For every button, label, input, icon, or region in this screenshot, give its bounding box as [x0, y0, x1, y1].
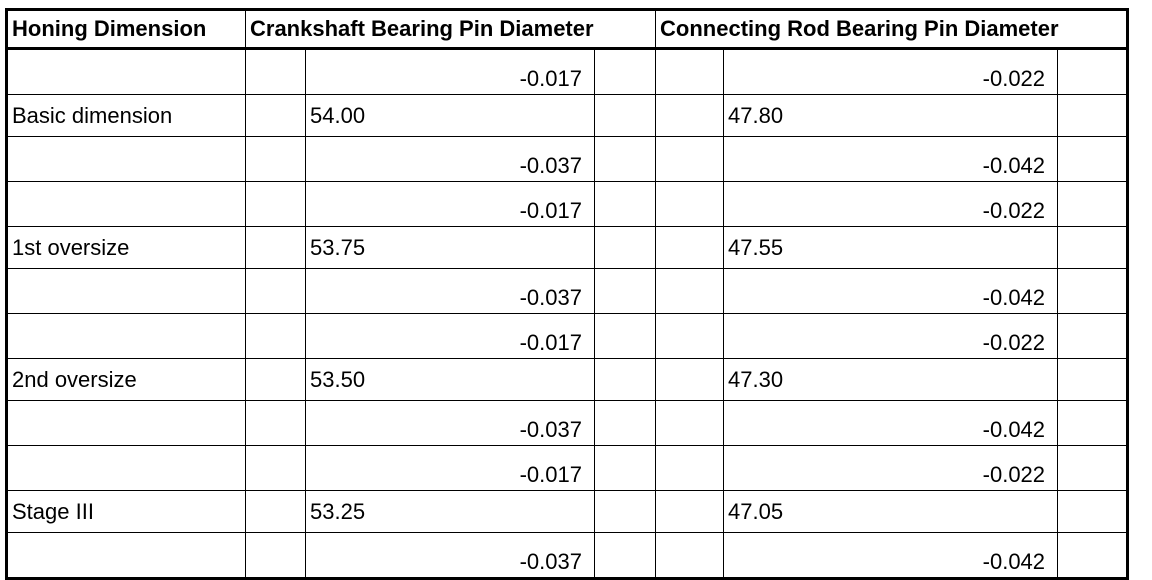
crank-gap-right: [595, 533, 656, 579]
rod-gap-right: [1058, 533, 1128, 579]
row-label: 1st oversize: [7, 227, 246, 269]
crank-tolerance-value: -0.037: [306, 533, 595, 579]
rod-gap-left: [656, 95, 724, 137]
table-row: [7, 137, 1128, 182]
rod-tolerance-value: -0.022: [724, 49, 1058, 95]
header-rod-diameter: Connecting Rod Bearing Pin Diameter: [656, 10, 1128, 49]
rod-nominal-value: 47.30: [724, 359, 1058, 401]
crank-gap-right: [595, 446, 656, 491]
crank-nominal-value: 53.25: [306, 491, 595, 533]
row-label: [7, 446, 246, 491]
crank-gap-left: [246, 446, 306, 491]
table-row: [7, 182, 1128, 227]
row-label: [7, 137, 246, 182]
rod-gap-right: [1058, 491, 1128, 533]
rod-gap-right: [1058, 95, 1128, 137]
rod-gap-left: [656, 359, 724, 401]
header-row: [7, 10, 1128, 49]
crank-gap-right: [595, 401, 656, 446]
rod-tolerance-value: -0.042: [724, 401, 1058, 446]
crank-tolerance-value: -0.017: [306, 314, 595, 359]
crank-tolerance-value: -0.037: [306, 137, 595, 182]
table-row: [7, 227, 1128, 269]
table-row: [7, 49, 1128, 95]
crank-tolerance-value: -0.017: [306, 446, 595, 491]
crank-gap-right: [595, 314, 656, 359]
crank-nominal-value: 54.00: [306, 95, 595, 137]
crank-gap-right: [595, 227, 656, 269]
rod-gap-right: [1058, 401, 1128, 446]
crank-gap-right: [595, 359, 656, 401]
crank-tolerance-value: -0.037: [306, 269, 595, 314]
rod-gap-left: [656, 49, 724, 95]
crank-gap-right: [595, 182, 656, 227]
row-label: [7, 533, 246, 579]
row-label: [7, 269, 246, 314]
rod-nominal-value: 47.80: [724, 95, 1058, 137]
rod-gap-right: [1058, 137, 1128, 182]
table-row: [7, 533, 1128, 579]
rod-gap-right: [1058, 314, 1128, 359]
rod-tolerance-value: -0.042: [724, 137, 1058, 182]
rod-tolerance-value: -0.022: [724, 446, 1058, 491]
rod-nominal-value: 47.55: [724, 227, 1058, 269]
table-row: [7, 359, 1128, 401]
table-row: [7, 401, 1128, 446]
table-row: [7, 446, 1128, 491]
crank-tolerance-value: -0.017: [306, 49, 595, 95]
crank-gap-left: [246, 314, 306, 359]
row-label: 2nd oversize: [7, 359, 246, 401]
row-label: [7, 401, 246, 446]
crank-gap-left: [246, 269, 306, 314]
rod-nominal-value: 47.05: [724, 491, 1058, 533]
crank-gap-left: [246, 401, 306, 446]
table-body: [7, 49, 1128, 579]
crank-gap-right: [595, 491, 656, 533]
rod-gap-left: [656, 533, 724, 579]
row-label: [7, 182, 246, 227]
rod-gap-left: [656, 227, 724, 269]
crank-gap-left: [246, 533, 306, 579]
rod-gap-left: [656, 269, 724, 314]
honing-dimension-table: [5, 8, 1129, 580]
crank-gap-right: [595, 269, 656, 314]
header-crankshaft-diameter: Crankshaft Bearing Pin Diameter: [246, 10, 656, 49]
rod-gap-right: [1058, 182, 1128, 227]
crank-tolerance-value: -0.037: [306, 401, 595, 446]
rod-gap-left: [656, 182, 724, 227]
crank-gap-left: [246, 491, 306, 533]
crank-nominal-value: 53.50: [306, 359, 595, 401]
rod-gap-left: [656, 314, 724, 359]
row-label: Basic dimension: [7, 95, 246, 137]
rod-gap-right: [1058, 446, 1128, 491]
crank-gap-left: [246, 359, 306, 401]
crank-tolerance-value: -0.017: [306, 182, 595, 227]
rod-gap-right: [1058, 227, 1128, 269]
table-row: [7, 491, 1128, 533]
rod-gap-left: [656, 491, 724, 533]
rod-tolerance-value: -0.022: [724, 314, 1058, 359]
row-label: [7, 314, 246, 359]
rod-gap-right: [1058, 49, 1128, 95]
table-row: [7, 269, 1128, 314]
rod-gap-left: [656, 137, 724, 182]
table-row: [7, 314, 1128, 359]
crank-gap-left: [246, 95, 306, 137]
rod-tolerance-value: -0.042: [724, 269, 1058, 314]
rod-gap-right: [1058, 359, 1128, 401]
header-honing-dimension: Honing Dimension: [7, 10, 246, 49]
rod-gap-right: [1058, 269, 1128, 314]
rod-gap-left: [656, 401, 724, 446]
crank-gap-right: [595, 137, 656, 182]
crank-gap-left: [246, 137, 306, 182]
row-label: Stage III: [7, 491, 246, 533]
rod-tolerance-value: -0.042: [724, 533, 1058, 579]
row-label: [7, 49, 246, 95]
crank-gap-left: [246, 182, 306, 227]
crank-gap-left: [246, 227, 306, 269]
crank-gap-right: [595, 95, 656, 137]
crank-nominal-value: 53.75: [306, 227, 595, 269]
rod-gap-left: [656, 446, 724, 491]
table-row: [7, 95, 1128, 137]
rod-tolerance-value: -0.022: [724, 182, 1058, 227]
crank-gap-left: [246, 49, 306, 95]
crank-gap-right: [595, 49, 656, 95]
